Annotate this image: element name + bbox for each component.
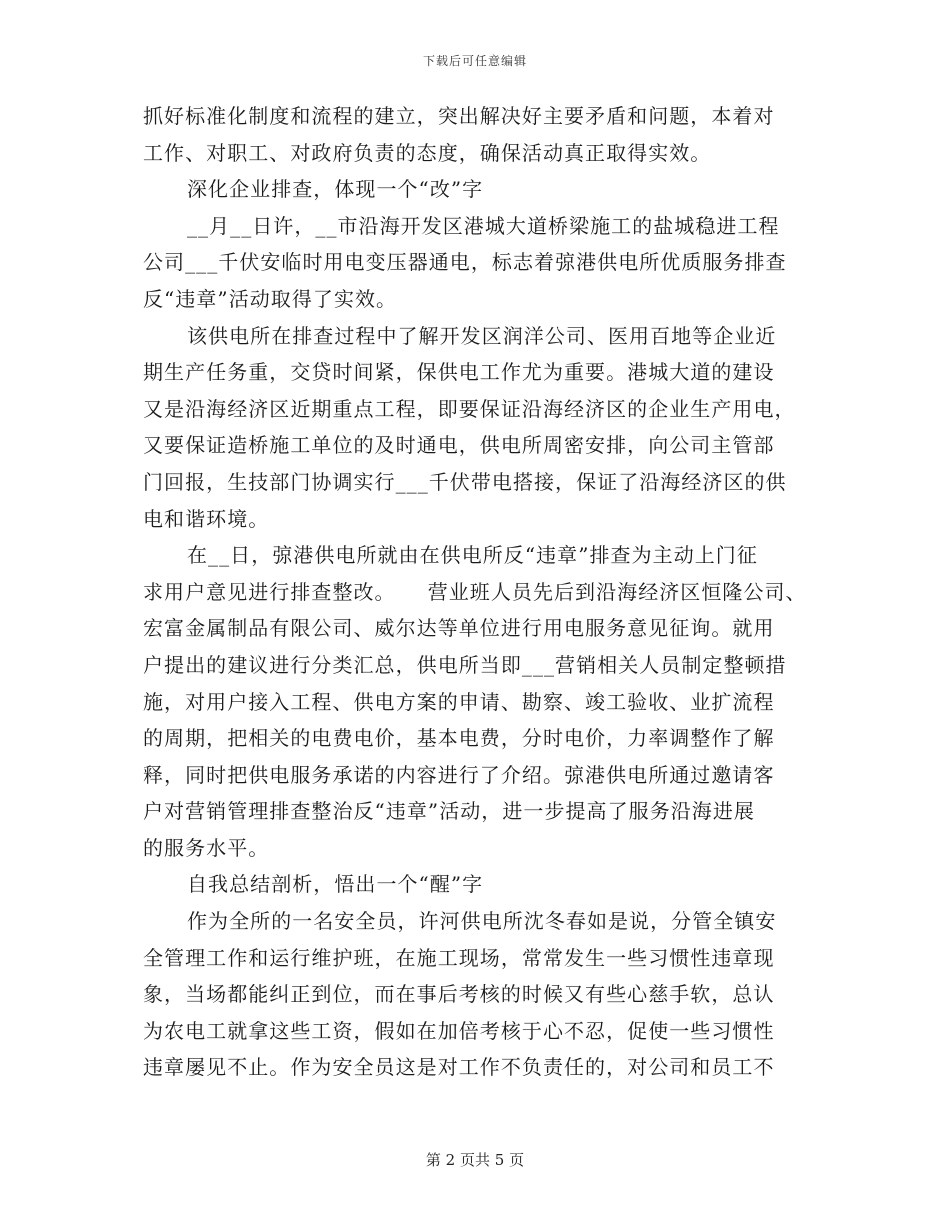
text-line: 门回报，生技部门协调实行___千伏带电搭接，保证了沿海经济区的供: [143, 469, 787, 494]
text-line: 的周期，把相关的电费电价，基本电费，分时电价，力率调整作了解: [143, 726, 775, 751]
text-line: 作为全所的一名安全员，许河供电所沈冬春如是说，分管全镇安: [187, 909, 777, 934]
text-line: 在__日，弶港供电所就由在供电所反“违章”排查为主动上门征: [187, 543, 758, 568]
text-line: 求用户意见进行排查整改。 营业班人员先后到沿海经济区恒隆公司、: [143, 579, 807, 604]
page-number: 第 2 页共 5 页: [425, 1151, 525, 1169]
text-line: 自我总结剖析，悟出一个“醒”字: [187, 872, 484, 897]
text-line: 公司___千伏安临时用电变压器通电，标志着弶港供电所优质服务排查: [143, 250, 787, 275]
text-line: 户对营销管理排查整治反“违章”活动，进一步提高了服务沿海进展: [143, 799, 755, 824]
text-line: 的服务水平。: [143, 835, 270, 860]
document-body: [143, 98, 807, 1086]
text-line: 该供电所在排查过程中了解开发区润洋公司、医用百地等企业近: [187, 323, 777, 348]
text-line: 期生产任务重，交贷时间紧，保供电工作尤为重要。港城大道的建设: [143, 360, 775, 385]
text-line: 又是沿海经济区近期重点工程，即要保证沿海经济区的企业生产用电，: [143, 396, 796, 421]
text-line: 户提出的建议进行分类汇总，供电所当即___营销相关人员制定整顿措: [143, 652, 787, 677]
text-line: 为农电工就拿这些工资，假如在加倍考核于心不忍，促使一些习惯性: [143, 1018, 775, 1043]
text-line: 违章屡见不止。作为安全员这是对工作不负责任的，对公司和员工不: [143, 1055, 775, 1080]
text-line: 全管理工作和运行维护班，在施工现场，常常发生一些习惯性违章现: [143, 945, 775, 970]
text-line: __月__日许，__市沿海开发区港城大道桥梁施工的盐城稳进工程: [187, 213, 780, 238]
text-line: 反“违章”活动取得了实效。: [143, 286, 398, 311]
text-line: 象，当场都能纠正到位，而在事后考核的时候又有些心慈手软，总认: [143, 982, 775, 1007]
page-header: 下载后可任意编辑: [422, 54, 527, 68]
text-line: 施，对用户接入工程、供电方案的申请、勘察、竣工验收、业扩流程: [143, 689, 775, 714]
text-line: 工作、对职工、对政府负责的态度，确保活动真正取得实效。: [143, 140, 712, 165]
text-line: 宏富金属制品有限公司、威尔达等单位进行用电服务意见征询。就用: [143, 616, 775, 641]
text-line: 深化企业排查，体现一个“改”字: [187, 177, 484, 202]
text-line: 电和谐环境。: [143, 506, 270, 531]
text-line: 抓好标准化制度和流程的建立，突出解决好主要矛盾和问题，本着对: [143, 104, 775, 128]
text-line: 又要保证造桥施工单位的及时通电，供电所周密安排，向公司主管部: [143, 433, 775, 458]
text-line: 释，同时把供电服务承诺的内容进行了介绍。弶港供电所通过邀请客: [143, 762, 775, 787]
